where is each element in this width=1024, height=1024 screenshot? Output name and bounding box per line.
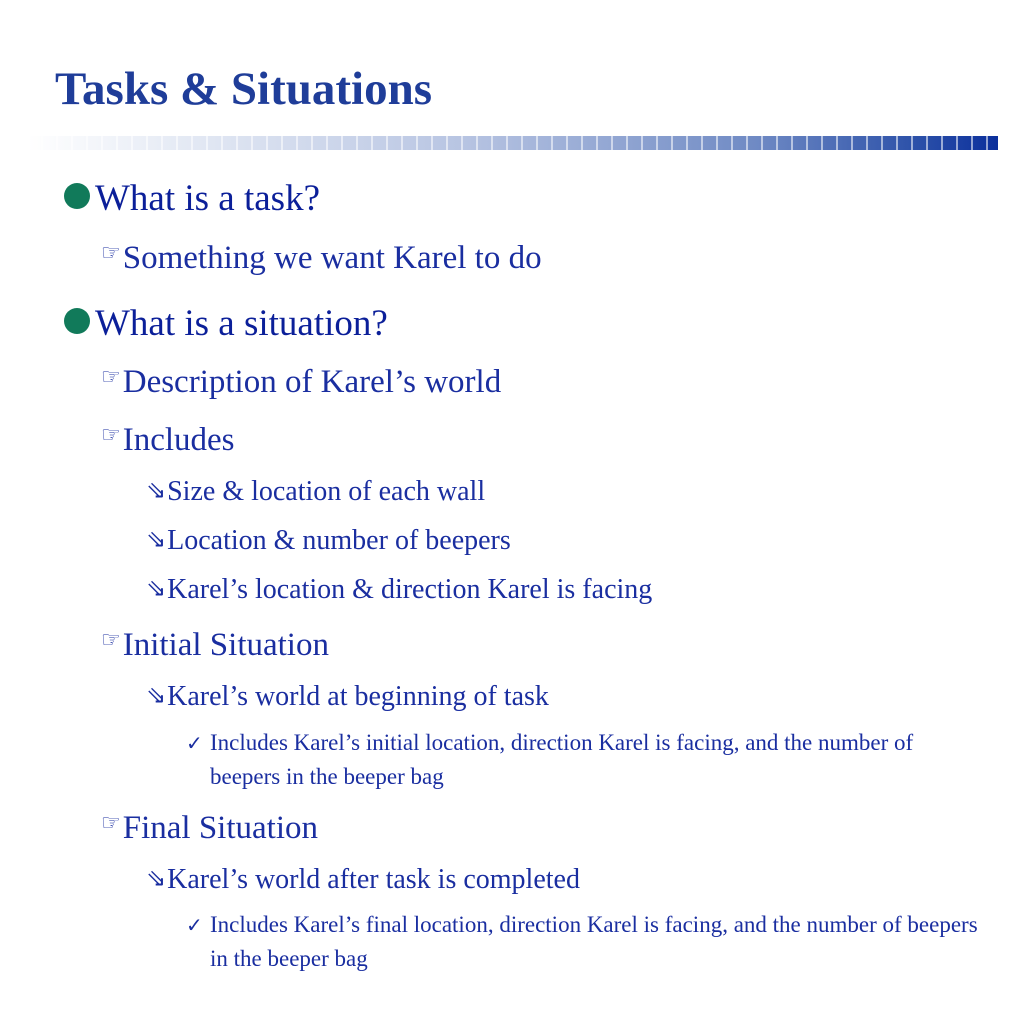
detail-text: Includes Karel’s final location, direction Karel is facing, and the number of beepers in the beeper bag <box>210 912 978 971</box>
sub-bullet-text: Description of Karel’s world <box>122 364 502 400</box>
green-dot-bullet-icon <box>64 308 90 334</box>
sub-bullet-description <box>101 366 501 399</box>
sub-bullet-includes <box>101 424 235 457</box>
includes-item-text: Karel’s location & direction Karel is facing <box>167 574 653 605</box>
includes-item <box>146 576 652 604</box>
sub-bullet-final-situation <box>101 812 318 845</box>
checkmark-icon: ✓ <box>186 913 203 937</box>
final-situation-item <box>146 866 580 894</box>
bullet-what-is-situation <box>64 305 388 342</box>
bullet-text: What is a task? <box>95 178 320 219</box>
pointing-hand-icon: ☞ <box>101 423 121 448</box>
title-gradient-rule <box>28 136 998 150</box>
bullet-what-is-task <box>64 180 320 217</box>
sub-bullet-text: Includes <box>122 422 235 458</box>
includes-item <box>146 527 511 555</box>
includes-item <box>146 478 485 506</box>
includes-item-text: Location & number of beepers <box>167 525 511 556</box>
item-text: Karel’s world after task is completed <box>167 864 580 895</box>
pointing-hand-icon: ☞ <box>101 241 121 266</box>
detail-text: Includes Karel’s initial location, direction Karel is facing, and the number of beepers in the beeper bag <box>210 730 914 789</box>
arrow-icon: ⇘ <box>146 864 167 892</box>
sub-bullet-text: Final Situation <box>122 810 318 846</box>
arrow-icon: ⇘ <box>146 525 167 553</box>
item-text: Karel’s world at beginning of task <box>167 681 549 712</box>
includes-item-text: Size & location of each wall <box>167 476 486 507</box>
sub-bullet-task-answer <box>101 242 542 275</box>
sub-bullet-text: Initial Situation <box>122 627 329 663</box>
pointing-hand-icon: ☞ <box>101 628 121 653</box>
arrow-icon: ⇘ <box>146 681 167 709</box>
slide-title: Tasks & Situations <box>55 63 433 115</box>
green-dot-bullet-icon <box>64 183 90 209</box>
sub-bullet-initial-situation <box>101 629 329 662</box>
initial-situation-item <box>146 683 549 711</box>
pointing-hand-icon: ☞ <box>101 811 121 836</box>
final-situation-detail <box>186 908 980 976</box>
bullet-text: What is a situation? <box>95 303 388 344</box>
pointing-hand-icon: ☞ <box>101 365 121 390</box>
arrow-icon: ⇘ <box>146 574 167 602</box>
arrow-icon: ⇘ <box>146 476 167 504</box>
checkmark-icon: ✓ <box>186 731 203 755</box>
initial-situation-detail <box>186 726 980 794</box>
sub-bullet-text: Something we want Karel to do <box>122 240 542 276</box>
